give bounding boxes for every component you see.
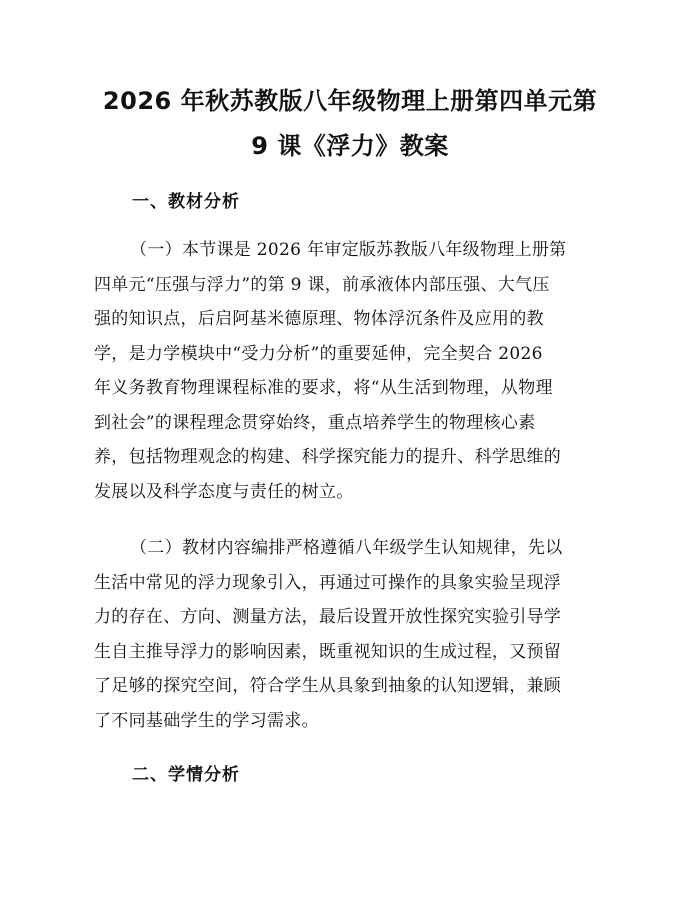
paragraph-1-line-text: 到社会”的课程理念贯穿始终，重点培养学生的物理核心素 xyxy=(94,412,536,433)
paragraph-2-line xyxy=(94,531,608,566)
paragraph-2-line xyxy=(94,704,608,739)
paragraph-1-line xyxy=(94,371,608,406)
paragraph-1-line-text: （一）本节课是 2026 年审定版苏教版八年级物理上册第 xyxy=(130,240,567,260)
paragraph-2-line-text: （二）教材内容编排严格遵循八年级学生认知规律，先以 xyxy=(130,538,563,558)
paragraph-1-line-text: 年义务教育物理课程标准的要求，将“从生活到物理，从物理 xyxy=(94,378,553,398)
paragraph-2-line-text: 了不同基础学生的学习需求。 xyxy=(94,710,319,731)
section-heading-learner-analysis: 二、学情分析 xyxy=(132,765,240,785)
paragraph-2-line xyxy=(94,566,608,601)
paragraph-2-line xyxy=(94,600,608,635)
paragraph-2-line-text: 生活中常见的浮力现象引入，再通过可操作的具象实验呈现浮 xyxy=(94,572,562,593)
paragraph-1-line xyxy=(94,406,608,441)
paragraph-2-line-text: 生自主推导浮力的影响因素，既重视知识的生成过程，又预留 xyxy=(94,641,562,662)
paragraph-2 xyxy=(94,531,608,738)
paragraph-1-line-text: 养，包括物理观念的构建、科学探究能力的提升、科学思维的 xyxy=(94,447,562,467)
section-heading-teaching-material-analysis: 一、教材分析 xyxy=(132,192,240,212)
paragraph-1-line-text: 学，是力学模块中“受力分析”的重要延伸，完全契合 2026 xyxy=(94,343,543,364)
paragraph-2-line xyxy=(94,635,608,670)
document-title-line-2: 9 课《浮力》教案 xyxy=(251,132,449,160)
paragraph-1-line xyxy=(94,475,608,510)
paragraph-1-line xyxy=(94,302,608,337)
paragraph-1-line xyxy=(94,440,608,475)
paragraph-1-line-text: 强的知识点，后启阿基米德原理、物体浮沉条件及应用的教 xyxy=(94,309,544,329)
paragraph-1-line-text: 发展以及科学态度与责任的树立。 xyxy=(94,481,354,502)
paragraph-1-line xyxy=(94,268,608,303)
paragraph-1-line-text: 四单元“压强与浮力”的第 9 课，前承液体内部压强、大气压 xyxy=(94,274,550,295)
paragraph-2-line xyxy=(94,669,608,704)
paragraph-2-line-text: 力的存在、方向、测量方法，最后设置开放性探究实验引导学 xyxy=(94,607,562,627)
paragraph-1 xyxy=(94,233,608,509)
paragraph-2-line-text: 了足够的探究空间，符合学生从具象到抽象的认知逻辑，兼顾 xyxy=(94,676,562,696)
paragraph-1-line xyxy=(94,337,608,372)
paragraph-1-line xyxy=(94,233,608,268)
document-title-line-1: 2026 年秋苏教版八年级物理上册第四单元第 xyxy=(102,87,598,115)
